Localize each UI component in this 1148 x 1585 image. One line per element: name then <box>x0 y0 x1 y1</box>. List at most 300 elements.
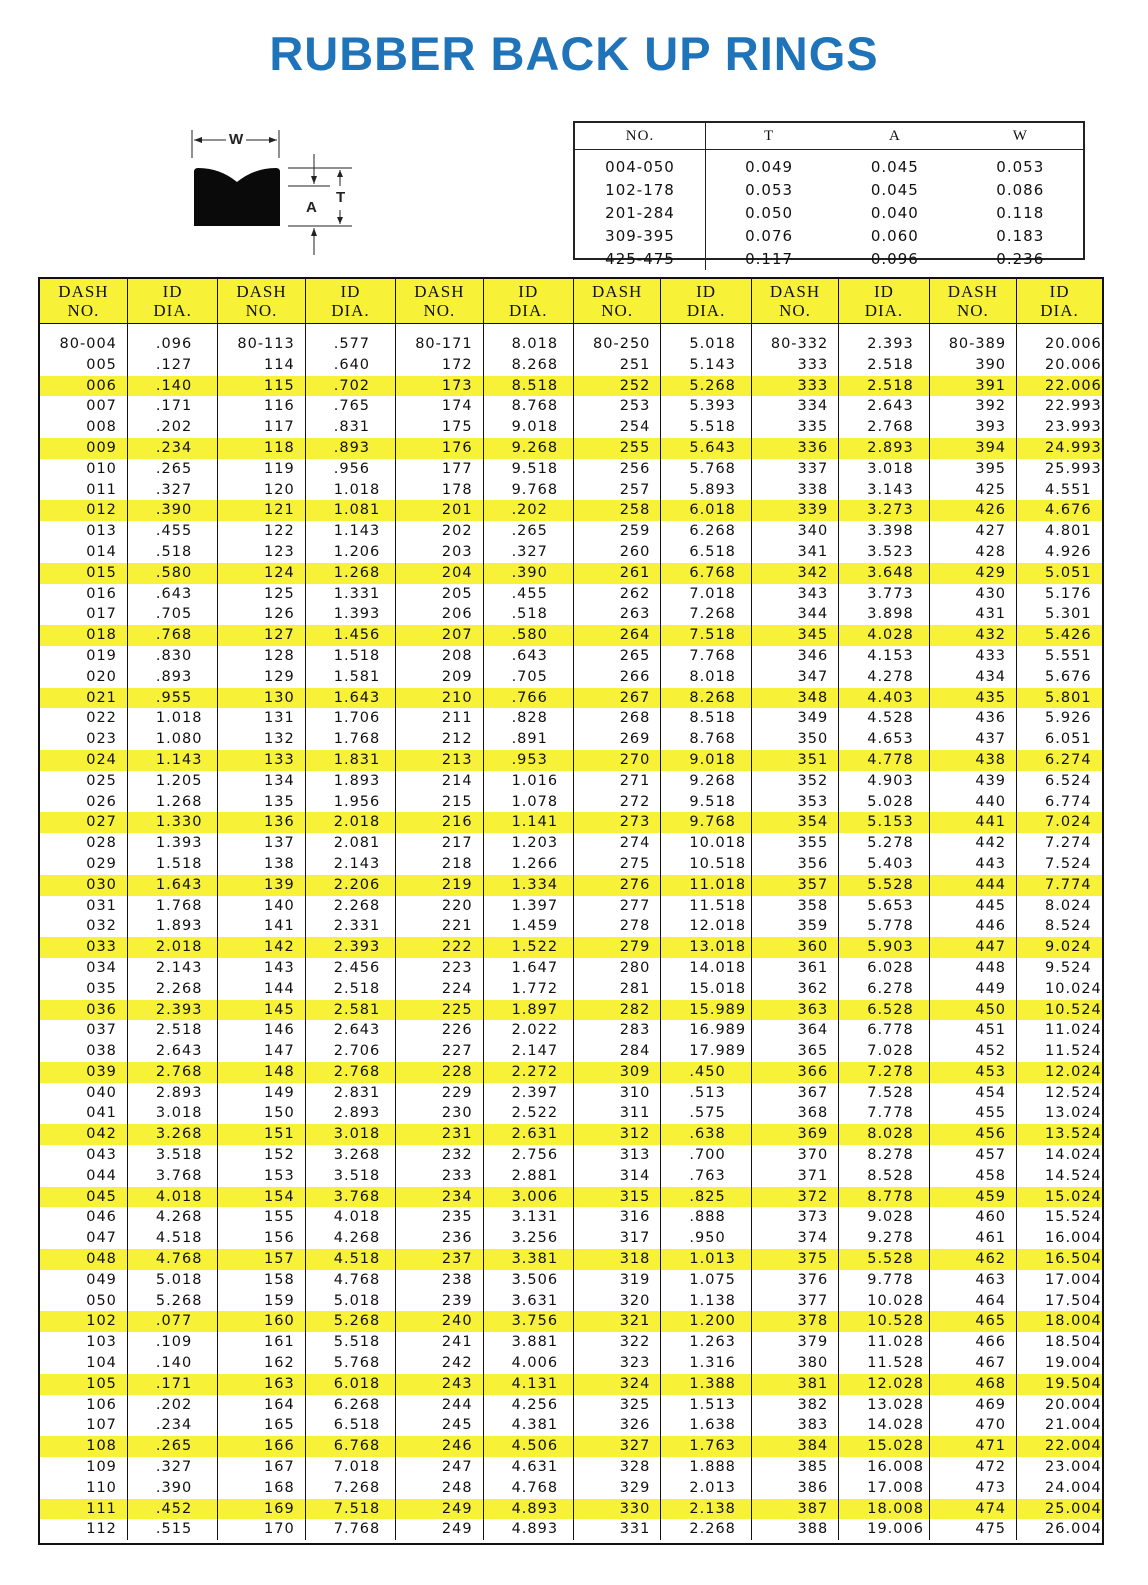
id-dia-cell: 23.993 <box>1017 417 1102 438</box>
dash-no-cell: 469 <box>929 1395 1016 1416</box>
spec-cell: 0.060 <box>870 226 919 245</box>
table-body <box>40 324 1102 1541</box>
dash-no-cell: 351 <box>751 750 838 771</box>
dash-no-cell: 251 <box>573 355 660 376</box>
dash-no-cell: 136 <box>218 812 305 833</box>
id-dia-cell: 1.018 <box>127 708 217 729</box>
spec-cell: 0.045 <box>870 157 919 176</box>
dash-no-cell: 235 <box>396 1207 483 1228</box>
dash-no-cell: 393 <box>929 417 1016 438</box>
id-dia-cell: .580 <box>483 625 573 646</box>
spec-row <box>575 224 1083 247</box>
id-dia-cell: 2.893 <box>127 1083 217 1104</box>
dash-no-cell: 357 <box>751 875 838 896</box>
dash-no-cell: 037 <box>86 1022 117 1039</box>
id-dia-cell: 9.268 <box>661 771 751 792</box>
id-dia-cell: 1.518 <box>127 854 217 875</box>
dash-no-cell: 029 <box>86 855 117 872</box>
id-dia-cell: .390 <box>127 1478 217 1499</box>
id-dia-cell: 7.024 <box>1017 812 1102 833</box>
id-dia-cell: 4.268 <box>127 1207 217 1228</box>
dash-no-cell: 443 <box>929 854 1016 875</box>
id-dia-cell: 5.778 <box>839 916 929 937</box>
dash-no-cell: 041 <box>86 1105 117 1122</box>
dash-no-cell: 128 <box>218 646 305 667</box>
header-line-1: DASH <box>769 282 821 301</box>
dash-no-cell: 381 <box>751 1374 838 1395</box>
dash-no-cell: 244 <box>396 1395 483 1416</box>
table-row <box>40 480 1102 501</box>
dash-no-cell: 433 <box>929 646 1016 667</box>
id-dia-cell: 6.774 <box>1017 792 1102 813</box>
dash-no-cell: 258 <box>573 500 660 521</box>
id-dia-cell: 13.018 <box>661 937 751 958</box>
table-row <box>40 1187 1102 1208</box>
dash-no-cell: 391 <box>929 376 1016 397</box>
id-dia-cell: 1.138 <box>661 1291 751 1312</box>
spacer-row <box>40 324 1102 335</box>
dash-no-cell: 131 <box>218 708 305 729</box>
id-dia-cell: 8.768 <box>661 729 751 750</box>
dash-no-cell: 230 <box>396 1103 483 1124</box>
id-dia-cell: 2.706 <box>305 1041 395 1062</box>
id-dia-cell: 2.631 <box>483 1124 573 1145</box>
dash-no-cell: 217 <box>396 833 483 854</box>
id-dia-cell: 25.993 <box>1017 459 1102 480</box>
dash-no-cell: 468 <box>929 1374 1016 1395</box>
dash-no-cell: 342 <box>751 563 838 584</box>
header-line-1: ID <box>340 282 361 301</box>
id-dia-cell: 7.278 <box>839 1062 929 1083</box>
dash-no-cell: 355 <box>751 833 838 854</box>
id-dia-cell: 4.893 <box>483 1499 573 1520</box>
dash-no-cell: 316 <box>573 1207 660 1228</box>
id-dia-cell: 6.524 <box>1017 771 1102 792</box>
dash-no-cell: 178 <box>396 480 483 501</box>
spec-cell: 0.053 <box>745 180 794 199</box>
spec-cell: 309-395 <box>575 224 706 247</box>
dash-no-cell: 229 <box>396 1083 483 1104</box>
id-dia-cell: .513 <box>661 1083 751 1104</box>
dash-no-cell: 372 <box>751 1187 838 1208</box>
header-line-2: DIA. <box>153 301 192 320</box>
dash-no-cell: 365 <box>751 1041 838 1062</box>
id-dia-cell: 8.018 <box>661 667 751 688</box>
id-dia-cell: 4.153 <box>839 646 929 667</box>
header-line-2: NO. <box>779 301 811 320</box>
dash-no-cell: 242 <box>396 1353 483 1374</box>
dash-no-cell: 123 <box>218 542 305 563</box>
id-dia-cell: 3.268 <box>127 1124 217 1145</box>
dash-no-cell: 338 <box>751 480 838 501</box>
id-dia-cell: 2.268 <box>661 1519 751 1540</box>
id-dia-cell: 2.581 <box>305 1000 395 1021</box>
dash-no-cell: 455 <box>929 1103 1016 1124</box>
id-dia-cell: 5.903 <box>839 937 929 958</box>
dash-no-cell: 333 <box>751 376 838 397</box>
id-dia-cell: .450 <box>661 1062 751 1083</box>
id-dia-cell: 8.518 <box>661 708 751 729</box>
header-line-1: DASH <box>236 282 287 301</box>
id-dia-cell: .077 <box>127 1311 217 1332</box>
dash-no-cell: 105 <box>40 1374 127 1395</box>
table-row <box>40 1519 1102 1540</box>
id-dia-cell: .202 <box>127 1395 217 1416</box>
dash-no-cell: 336 <box>751 438 838 459</box>
dash-no-cell: 141 <box>218 916 305 937</box>
table-row <box>40 438 1102 459</box>
dash-no-cell: 466 <box>929 1332 1016 1353</box>
table-row <box>40 1020 1102 1041</box>
id-dia-cell: 10.524 <box>1017 1000 1102 1021</box>
table-row <box>40 708 1102 729</box>
id-dia-cell: 11.028 <box>839 1332 929 1353</box>
dash-no-cell: 327 <box>573 1436 660 1457</box>
id-dia-cell: 1.334 <box>483 875 573 896</box>
id-dia-cell: 4.926 <box>1017 542 1102 563</box>
id-dia-cell: 1.763 <box>661 1436 751 1457</box>
id-dia-cell: 12.524 <box>1017 1083 1102 1104</box>
table-row <box>40 771 1102 792</box>
id-dia-cell: 9.018 <box>483 417 573 438</box>
dash-no-cell: 174 <box>396 396 483 417</box>
dash-no-cell: 010 <box>86 460 117 477</box>
table-row <box>40 1478 1102 1499</box>
dash-no-cell: 205 <box>396 584 483 605</box>
id-dia-cell: 3.018 <box>839 459 929 480</box>
id-dia-cell: 2.143 <box>127 958 217 979</box>
table-row <box>40 729 1102 750</box>
id-dia-cell: 3.273 <box>839 500 929 521</box>
id-dia-cell: 8.018 <box>483 334 573 355</box>
dash-no-cell: 214 <box>396 771 483 792</box>
table-row <box>40 1103 1102 1124</box>
dash-no-cell: 388 <box>751 1519 838 1540</box>
spacer-cell <box>751 324 838 335</box>
table-row <box>40 1374 1102 1395</box>
id-dia-cell: 19.006 <box>839 1519 929 1540</box>
dash-no-cell: 170 <box>218 1519 305 1540</box>
id-dia-cell: 6.274 <box>1017 750 1102 771</box>
id-dia-cell: .327 <box>483 542 573 563</box>
id-dia-cell: 1.643 <box>127 875 217 896</box>
dash-no-cell: 035 <box>86 980 117 997</box>
dash-no-cell: 261 <box>573 563 660 584</box>
id-dia-cell: 10.518 <box>661 854 751 875</box>
id-dia-cell: 5.051 <box>1017 563 1102 584</box>
dash-no-cell: 222 <box>396 937 483 958</box>
dash-no-cell: 107 <box>86 1417 117 1434</box>
dash-no-cell: 156 <box>218 1228 305 1249</box>
dash-no-cell: 428 <box>929 542 1016 563</box>
id-dia-cell: .830 <box>127 646 217 667</box>
id-dia-cell: .705 <box>127 604 217 625</box>
dash-no-cell: 470 <box>929 1415 1016 1436</box>
dash-no-cell: 042 <box>40 1124 127 1145</box>
dash-no-cell: 282 <box>573 1000 660 1021</box>
id-dia-cell: 15.018 <box>661 979 751 1000</box>
id-dia-cell: 2.643 <box>839 396 929 417</box>
id-dia-cell: .638 <box>661 1124 751 1145</box>
id-dia-cell: 2.397 <box>483 1083 573 1104</box>
spec-row <box>575 201 1083 224</box>
dash-no-cell: 166 <box>218 1436 305 1457</box>
dash-no-cell: 358 <box>751 896 838 917</box>
dash-no-cell: 121 <box>218 500 305 521</box>
dash-no-cell: 375 <box>751 1249 838 1270</box>
id-dia-cell: .455 <box>483 584 573 605</box>
id-dia-cell: 2.768 <box>305 1062 395 1083</box>
id-dia-cell: .956 <box>305 459 395 480</box>
dash-no-cell: 140 <box>218 896 305 917</box>
dash-no-cell: 047 <box>86 1230 117 1247</box>
dash-no-cell: 462 <box>929 1249 1016 1270</box>
id-dia-cell: 4.506 <box>483 1436 573 1457</box>
dash-no-cell: 341 <box>751 542 838 563</box>
id-dia-cell: 6.278 <box>839 979 929 1000</box>
id-dia-cell: 2.268 <box>305 896 395 917</box>
id-dia-cell: .265 <box>127 1436 217 1457</box>
dash-no-cell: 154 <box>218 1187 305 1208</box>
id-dia-header <box>305 279 395 324</box>
table-row <box>40 875 1102 896</box>
dash-no-cell: 133 <box>218 750 305 771</box>
id-dia-cell: .265 <box>483 521 573 542</box>
header-line-2: NO. <box>423 301 456 320</box>
table-row <box>40 1083 1102 1104</box>
id-dia-cell: .390 <box>127 500 217 521</box>
id-dia-cell: 1.206 <box>305 542 395 563</box>
id-dia-cell: 2.331 <box>305 916 395 937</box>
dash-no-cell: 436 <box>929 708 1016 729</box>
dash-no-cell: 343 <box>751 584 838 605</box>
id-dia-cell: .702 <box>305 376 395 397</box>
dash-no-cell: 233 <box>396 1166 483 1187</box>
id-dia-cell: 4.268 <box>305 1228 395 1249</box>
dash-no-cell: 146 <box>218 1020 305 1041</box>
id-dia-cell: 24.004 <box>1017 1478 1102 1499</box>
id-dia-cell: 1.456 <box>305 625 395 646</box>
id-dia-cell: 3.256 <box>483 1228 573 1249</box>
t-label: T <box>336 189 346 206</box>
id-dia-cell: 4.893 <box>483 1519 573 1540</box>
dash-no-cell: 038 <box>86 1043 117 1060</box>
dash-no-cell: 326 <box>573 1415 660 1436</box>
table-row <box>40 1457 1102 1478</box>
dash-no-cell: 353 <box>751 792 838 813</box>
dash-no-cell: 013 <box>86 523 117 540</box>
id-dia-cell: 9.024 <box>1017 937 1102 958</box>
id-dia-cell: 7.268 <box>661 604 751 625</box>
header-line-2: NO. <box>956 301 989 320</box>
id-dia-cell: 6.768 <box>305 1436 395 1457</box>
dash-no-cell: 202 <box>396 521 483 542</box>
dash-no-cell: 268 <box>573 708 660 729</box>
id-dia-cell: 4.006 <box>483 1353 573 1374</box>
id-dia-cell: 22.993 <box>1017 396 1102 417</box>
id-dia-cell: 21.004 <box>1017 1415 1102 1436</box>
id-dia-header <box>839 279 929 324</box>
dash-no-cell: 439 <box>929 771 1016 792</box>
dash-no-cell: 153 <box>218 1166 305 1187</box>
dash-no-cell: 475 <box>929 1519 1016 1540</box>
dash-no-cell: 221 <box>396 916 483 937</box>
table-row <box>40 1000 1102 1021</box>
id-dia-cell: 5.028 <box>839 792 929 813</box>
id-dia-cell: 9.018 <box>661 750 751 771</box>
dash-no-cell: 114 <box>218 355 305 376</box>
dash-no-cell: 438 <box>929 750 1016 771</box>
dash-no-cell: 264 <box>573 625 660 646</box>
dash-no-cell: 472 <box>929 1457 1016 1478</box>
dash-no-cell: 219 <box>396 875 483 896</box>
dash-no-cell: 314 <box>573 1166 660 1187</box>
dash-no-cell: 448 <box>929 958 1016 979</box>
dash-no-cell: 213 <box>396 750 483 771</box>
dash-no-cell: 325 <box>573 1395 660 1416</box>
id-dia-cell: 3.898 <box>839 604 929 625</box>
id-dia-cell: 1.013 <box>661 1249 751 1270</box>
dash-no-cell: 311 <box>573 1103 660 1124</box>
dash-no-cell: 102 <box>40 1311 127 1332</box>
table-row <box>40 833 1102 854</box>
dash-no-cell: 376 <box>751 1270 838 1291</box>
id-dia-cell: 1.888 <box>661 1457 751 1478</box>
spacer-cell <box>305 324 395 335</box>
id-dia-cell: 1.643 <box>305 688 395 709</box>
dash-no-cell: 115 <box>218 376 305 397</box>
id-dia-cell: 1.203 <box>483 833 573 854</box>
id-dia-cell: .171 <box>127 396 217 417</box>
id-dia-cell: 1.518 <box>305 646 395 667</box>
id-dia-cell: 1.331 <box>305 584 395 605</box>
dash-no-cell: 033 <box>40 937 127 958</box>
spacer-cell <box>929 324 1016 335</box>
table-row <box>40 521 1102 542</box>
id-dia-cell: 1.330 <box>127 812 217 833</box>
id-dia-cell: .202 <box>483 500 573 521</box>
dash-no-cell: 441 <box>929 812 1016 833</box>
dash-no-cell: 465 <box>929 1311 1016 1332</box>
dash-no-cell: 109 <box>86 1459 117 1476</box>
id-dia-cell: 7.768 <box>661 646 751 667</box>
id-dia-cell: 6.028 <box>839 958 929 979</box>
dash-no-cell: 168 <box>218 1478 305 1499</box>
dash-no-cell: 270 <box>573 750 660 771</box>
spec-header-row <box>575 123 1083 150</box>
spec-cell: 0.040 <box>870 203 919 222</box>
dash-no-cell: 206 <box>396 604 483 625</box>
dash-no-cell: 356 <box>751 854 838 875</box>
dash-no-cell: 150 <box>218 1103 305 1124</box>
spec-header-t: T <box>706 123 833 150</box>
dash-no-cell: 275 <box>573 854 660 875</box>
dash-no-cell: 339 <box>751 500 838 521</box>
dash-no-cell: 328 <box>573 1457 660 1478</box>
dash-no-cell: 143 <box>218 958 305 979</box>
id-dia-cell: 6.268 <box>661 521 751 542</box>
id-dia-cell: 11.018 <box>661 875 751 896</box>
dash-no-cell: 347 <box>751 667 838 688</box>
spec-header-w: W <box>958 123 1083 150</box>
table-row <box>40 604 1102 625</box>
spec-row <box>575 178 1083 201</box>
id-dia-cell: .518 <box>483 604 573 625</box>
id-dia-cell: 2.147 <box>483 1041 573 1062</box>
id-dia-cell: 20.006 <box>1017 355 1102 376</box>
w-label: W <box>229 131 244 148</box>
id-dia-cell: 4.278 <box>839 667 929 688</box>
id-dia-cell: 23.004 <box>1017 1457 1102 1478</box>
id-dia-cell: 1.143 <box>305 521 395 542</box>
dash-no-cell: 370 <box>751 1145 838 1166</box>
id-dia-cell: .234 <box>127 1415 217 1436</box>
id-dia-cell: .171 <box>127 1374 217 1395</box>
id-dia-cell: 2.643 <box>305 1020 395 1041</box>
dash-no-cell: 255 <box>573 438 660 459</box>
id-dia-cell: 16.004 <box>1017 1228 1102 1249</box>
id-dia-cell: 6.518 <box>305 1415 395 1436</box>
header-line-1: ID <box>696 282 717 301</box>
id-dia-cell: 1.393 <box>127 833 217 854</box>
dash-no-cell: 378 <box>751 1311 838 1332</box>
id-dia-cell: 2.272 <box>483 1062 573 1083</box>
dash-no-cell: 147 <box>218 1041 305 1062</box>
id-dia-cell: 4.631 <box>483 1457 573 1478</box>
dash-no-cell: 135 <box>218 792 305 813</box>
id-dia-cell: .515 <box>127 1519 217 1540</box>
id-dia-cell: 5.653 <box>839 896 929 917</box>
id-dia-cell: 22.004 <box>1017 1436 1102 1457</box>
id-dia-cell: 3.648 <box>839 563 929 584</box>
dash-no-cell: 167 <box>218 1457 305 1478</box>
dash-no-cell: 280 <box>573 958 660 979</box>
id-dia-cell: 26.004 <box>1017 1519 1102 1540</box>
id-dia-cell: 4.518 <box>127 1228 217 1249</box>
id-dia-cell: 20.004 <box>1017 1395 1102 1416</box>
id-dia-cell: 1.266 <box>483 854 573 875</box>
id-dia-cell: 18.008 <box>839 1499 929 1520</box>
id-dia-cell: 25.004 <box>1017 1499 1102 1520</box>
dash-no-cell: 014 <box>86 543 117 560</box>
dash-no-cell: 050 <box>86 1292 117 1309</box>
id-dia-cell: .455 <box>127 521 217 542</box>
id-dia-cell: 5.551 <box>1017 646 1102 667</box>
id-dia-cell: 1.513 <box>661 1395 751 1416</box>
id-dia-cell: 4.528 <box>839 708 929 729</box>
dash-no-cell: 249 <box>396 1519 483 1540</box>
dash-no-cell: 216 <box>396 812 483 833</box>
dash-no-cell: 018 <box>40 625 127 646</box>
dash-no-cell: 227 <box>396 1041 483 1062</box>
id-dia-cell: 2.013 <box>661 1478 751 1499</box>
id-dia-cell: 2.022 <box>483 1020 573 1041</box>
id-dia-cell: 7.768 <box>305 1519 395 1540</box>
id-dia-cell: 7.018 <box>661 584 751 605</box>
dash-no-cell: 349 <box>751 708 838 729</box>
header-line-1: ID <box>1049 282 1070 301</box>
id-dia-cell: 4.518 <box>305 1249 395 1270</box>
id-dia-cell: .766 <box>483 688 573 709</box>
id-dia-cell: 7.518 <box>661 625 751 646</box>
table-row <box>40 1499 1102 1520</box>
dash-no-cell: 456 <box>929 1124 1016 1145</box>
id-dia-cell: 14.024 <box>1017 1145 1102 1166</box>
id-dia-header <box>1017 279 1102 324</box>
id-dia-cell: .893 <box>305 438 395 459</box>
dash-no-cell: 473 <box>929 1478 1016 1499</box>
id-dia-cell: 2.393 <box>305 937 395 958</box>
